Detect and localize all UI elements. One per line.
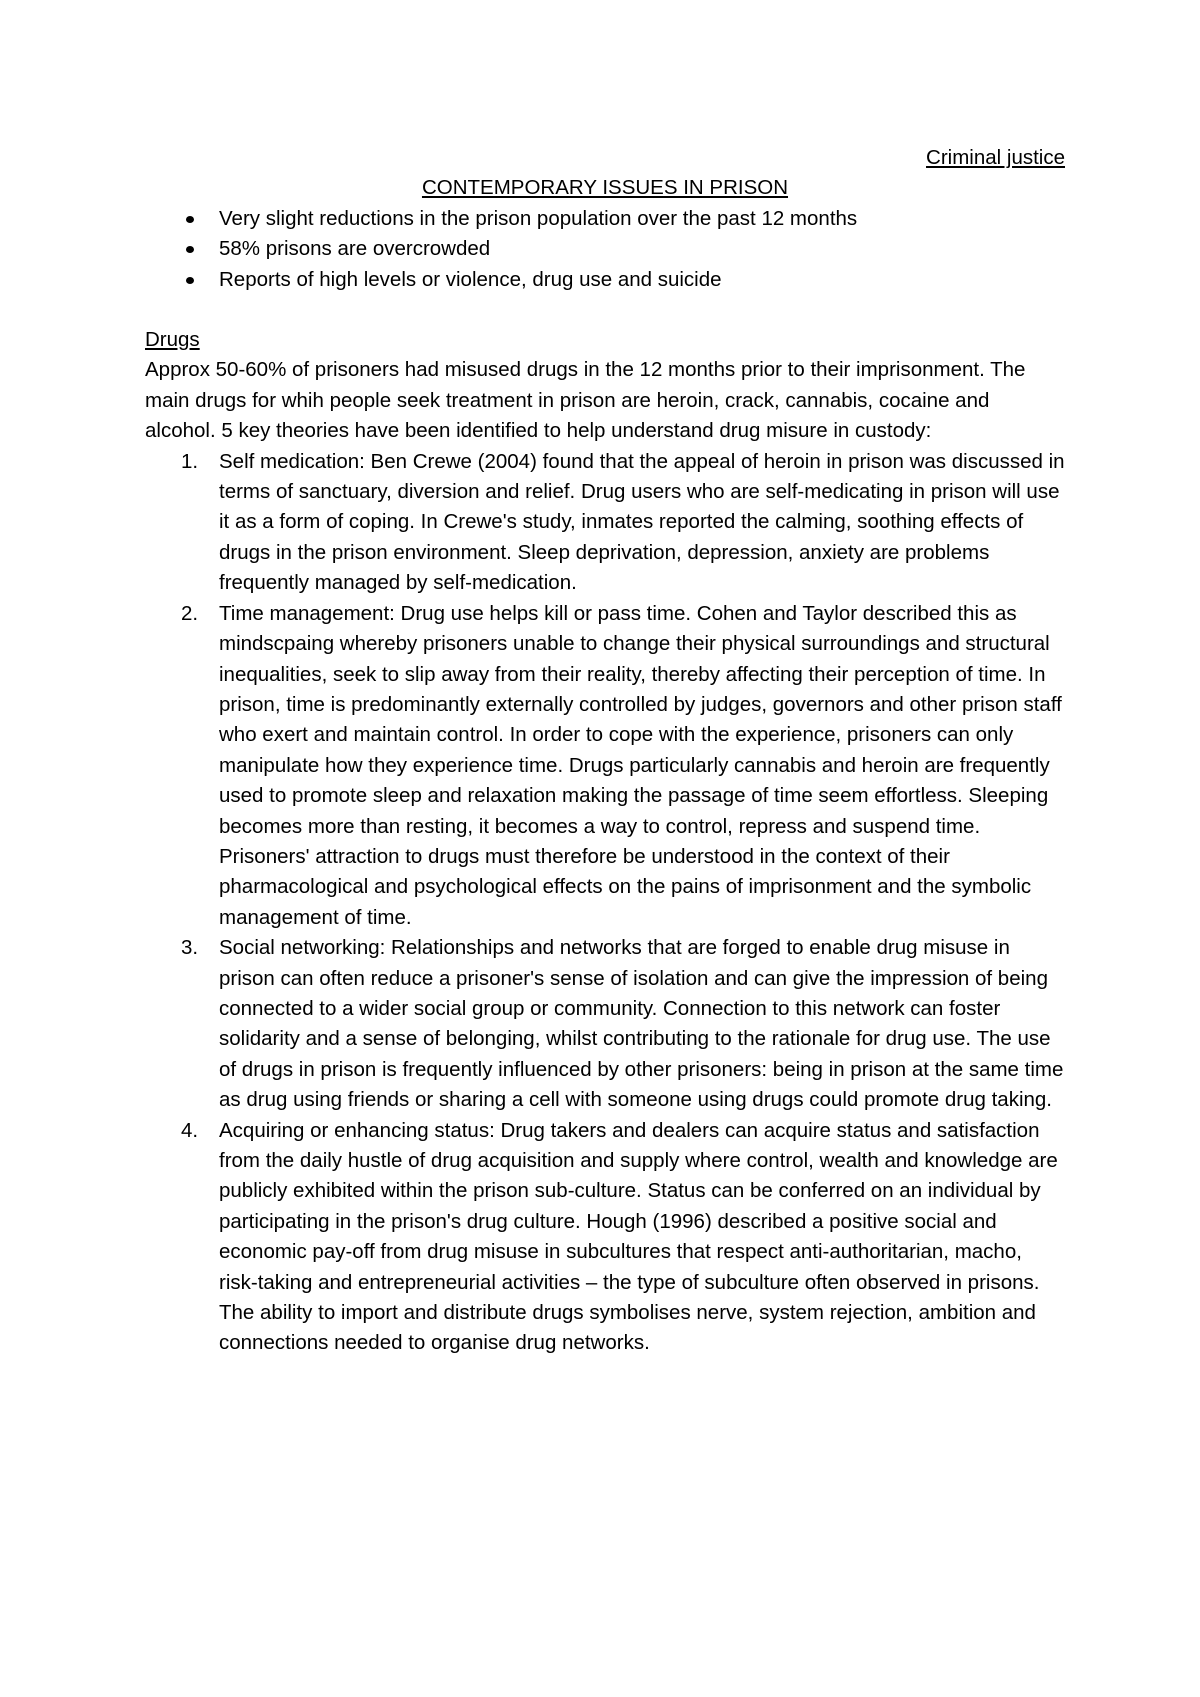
theory-item <box>145 447 1065 599</box>
bullet-item: Reports of high levels or violence, drug use and suicide <box>145 265 1065 295</box>
paragraph-spacer <box>145 295 1065 325</box>
theory-item <box>145 599 1065 933</box>
document-label: Criminal justice <box>926 146 1065 169</box>
theory-text: Time management: Drug use helps kill or pass time. Cohen and Taylor described this as mindscpaing whereby prisoners unable to change their physical surroundings and structural inequalities, seek to slip away from their reality, thereby affecting their perception of time. In prison, time is predominantly externally controlled by judges, governors and other prison staff who exert and maintain control. In order to cope with the experience, prisoners can only manipulate how they experience time. Drugs particularly cannabis and heroin are frequently used to promote sleep and relaxation making the passage of time seem effortless. Sleeping becomes more than resting, it becomes a way to control, repress and suspend time. Prisoners' attraction to drugs must therefore be understood in the context of their pharmacological and psychological effects on the pains of imprisonment and the symbolic management of time. <box>219 601 1062 929</box>
theory-item <box>145 933 1065 1115</box>
theory-text: Acquiring or enhancing status: Drug takers and dealers can acquire status and satisfaction from the daily hustle of drug acquisition and supply where control, wealth and knowledge are publicly exhibited within the prison sub-culture. Status can be conferred on an individual by participating in the prison's drug culture. Hough (1996) described a positive social and economic pay-off from drug misuse in subcultures that respect anti-authoritarian, macho, risk-taking and entrepreneurial activities – the type of subculture often observed in prisons. The ability to import and distribute drugs symbolises nerve, system rejection, ambition and connections needed to organise drug networks. <box>219 1118 1058 1355</box>
drugs-intro-paragraph: Approx 50-60% of prisoners had misused drugs in the 12 months prior to their imprisonment. The main drugs for whih people seek treatment in prison are heroin, crack, cannabis, cocaine and alcohol. 5 key theories have been identified to help understand drug misure in custody: <box>145 358 1026 443</box>
theory-number: 3. <box>181 936 199 960</box>
theory-number: 4. <box>181 1118 199 1142</box>
theory-number: 2. <box>181 601 199 625</box>
section-heading-drugs: Drugs <box>145 328 200 352</box>
theory-number: 1. <box>181 449 199 473</box>
bullet-item: Very slight reductions in the prison population over the past 12 months <box>145 204 1065 234</box>
bullet-item: 58% prisons are overcrowded <box>145 234 1065 264</box>
document-page <box>145 143 1065 1359</box>
document-title: CONTEMPORARY ISSUES IN PRISON <box>421 176 789 200</box>
summary-bullet-list <box>145 204 1065 295</box>
theory-item <box>145 1116 1065 1359</box>
theory-text: Social networking: Relationships and networks that are forged to enable drug misuse in prison can often reduce a prisoner's sense of isolation and can give the impression of being connected to a wider social group or community. Connection to this network can foster solidarity and a sense of belonging, whilst contributing to the rationale for drug use. The use of drugs in prison is frequently influenced by other prisoners: being in prison at the same time as drug using friends or sharing a cell with someone using drugs could promote drug taking. <box>219 936 1064 1112</box>
theory-text: Self medication: Ben Crewe (2004) found that the appeal of heroin in prison was discussed in terms of sanctuary, diversion and relief. Drug users who are self-medicating in prison will use it as a form of coping. In Crewe's study, inmates reported the calming, soothing effects of drugs in the prison environment. Sleep deprivation, depression, anxiety are problems frequently managed by self-medication. <box>219 449 1065 595</box>
theories-numbered-list <box>145 447 1065 1359</box>
